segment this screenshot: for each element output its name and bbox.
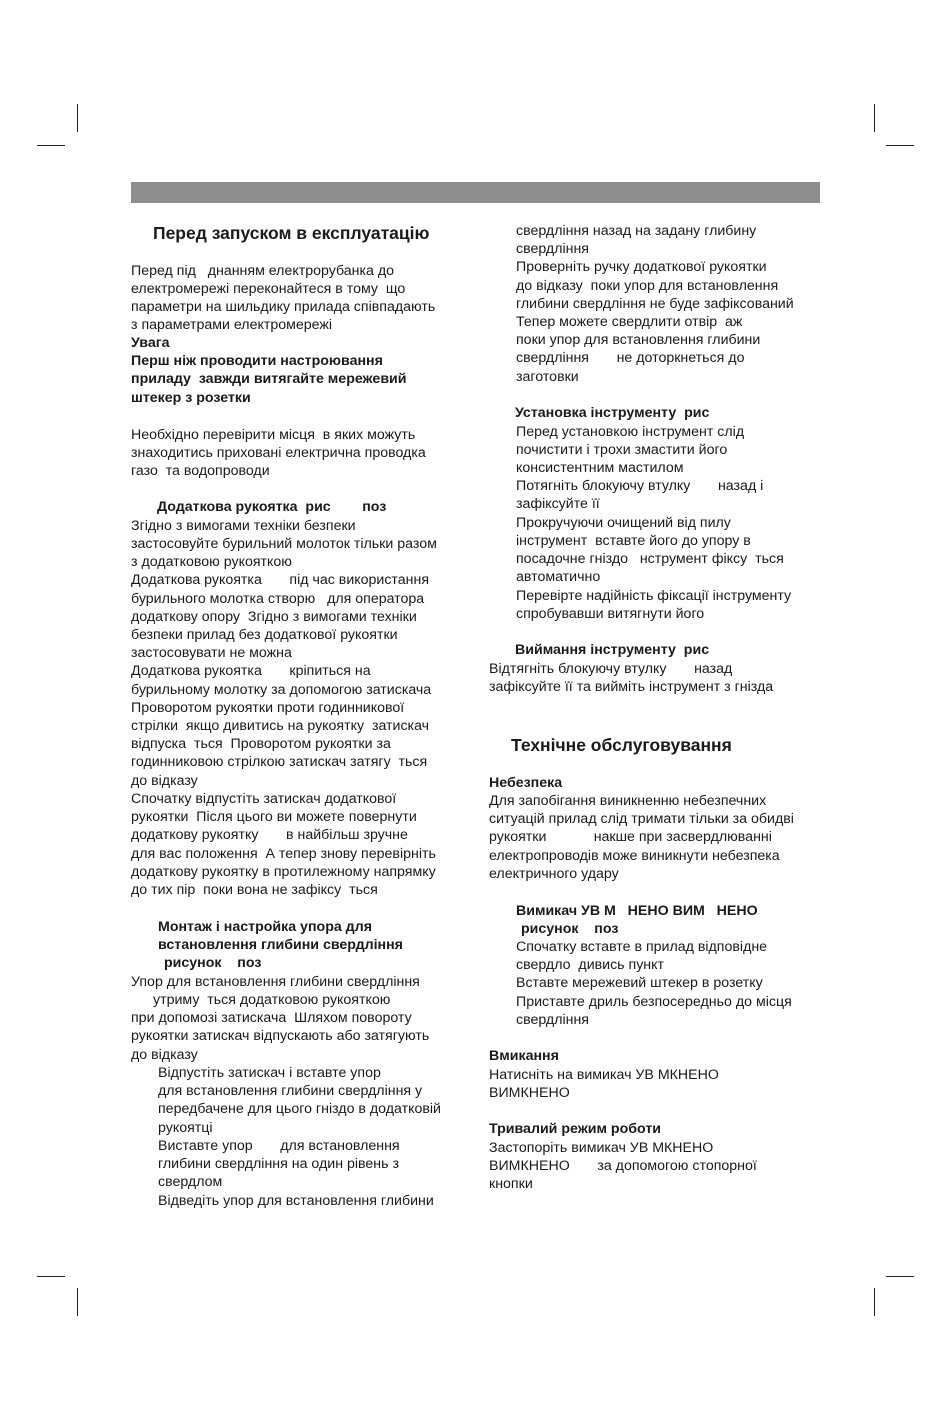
text-line: інструмент вставте його до упору в — [516, 533, 751, 549]
text-line: Згідно з вимогами техніки безпеки — [131, 518, 356, 534]
crop-mark — [37, 145, 65, 146]
section-heading: Перед запуском в експлуатацію — [153, 223, 430, 243]
text-line: Відведіть упор для встановлення глибини — [158, 1193, 434, 1209]
text-line: додаткову опору Згідно з вимогами техніки — [131, 609, 417, 625]
bold-text-line: Небезпека — [489, 775, 563, 791]
text-line: автоматично — [516, 569, 601, 585]
text-line: до відказу — [131, 1047, 198, 1063]
text-line: утриму ться додатковою рукояткою — [153, 992, 391, 1008]
header-bar — [131, 182, 820, 203]
text-line: почистити і трохи змастити його — [516, 442, 728, 458]
text-line: до відказу поки упор для встановлення — [516, 278, 779, 294]
text-line: свердління — [516, 241, 589, 257]
text-line: з додатковою рукояткою — [131, 554, 292, 570]
text-line: глибини свердління на один рівень з — [158, 1156, 399, 1172]
bold-text-line: Вимикач УВ М НЕНО ВИМ НЕНО — [516, 903, 758, 919]
bold-text-line: Виймання інструменту рис — [515, 642, 710, 658]
text-line: для встановлення глибини свердління у — [158, 1083, 423, 1099]
crop-mark — [886, 1276, 914, 1277]
text-line: Застопоріть вимикач УВ МКНЕНО — [489, 1140, 714, 1156]
text-line: зафіксуйте її — [516, 496, 600, 512]
bold-text-line: Вмикання — [489, 1048, 559, 1064]
bold-text-line: Увага — [131, 335, 170, 351]
text-line: Упор для встановлення глибини свердління — [131, 974, 420, 990]
text-line: рукоятки затискач відпускають або затягують — [131, 1028, 430, 1044]
text-line: свердління не доторкнеться до — [516, 350, 745, 366]
text-line: Для запобігання виникненню небезпечних — [489, 793, 767, 809]
text-line: Проворотом рукоятки проти годинникової — [131, 700, 405, 716]
text-line: Відтягніть блокуючу втулку назад — [489, 661, 733, 677]
crop-mark — [886, 145, 914, 146]
text-line: спробувавши витягнути його — [516, 606, 705, 622]
text-line: консистентним мастилом — [516, 460, 684, 476]
text-line: додаткову рукоятку в протилежному напрямку — [131, 864, 436, 880]
text-line: рукоятки накше при засвердлюванні — [489, 829, 772, 845]
text-line: глибини свердління не буде зафіксований — [516, 296, 794, 312]
text-line: газо та водопроводи — [131, 463, 270, 479]
text-line: відпуска ться Проворотом рукоятки за — [131, 736, 391, 752]
text-line: з параметрами електромережі — [131, 317, 333, 333]
text-line: Перед установкою інструмент слід — [516, 424, 745, 440]
text-line: бурильному молотку за допомогою затискача — [131, 682, 432, 698]
text-line: електромережі переконайтеся в тому що — [131, 281, 406, 297]
text-line: Потягніть блокуючу втулку назад і — [516, 478, 764, 494]
text-line: ВИМКНЕНО — [489, 1085, 570, 1101]
text-line: Необхідно перевірити місця в яких можуть — [131, 427, 416, 443]
text-line: Натисніть на вимикач УВ МКНЕНО — [489, 1067, 719, 1083]
bold-text-line: Перш ніж проводити настроювання — [131, 353, 383, 369]
text-line: кнопки — [489, 1176, 533, 1192]
bold-text-line: приладу завжди витягайте мережевий — [131, 371, 407, 387]
text-line: електропроводів може виникнути небезпека — [489, 848, 780, 864]
text-line: зафіксуйте її та вийміть інструмент з гнізда — [489, 679, 774, 695]
text-line: посадочне гніздо нструмент фіксу ться — [516, 551, 784, 567]
text-line: Спочатку відпустіть затискач додаткової — [131, 791, 397, 807]
bold-text-line: штекер з розетки — [131, 390, 251, 406]
crop-mark — [77, 104, 78, 132]
bold-text-line: Тривалий режим роботи — [489, 1121, 662, 1137]
section-heading: Технічне обслуговування — [511, 735, 732, 755]
text-line: стрілки якщо дивитись на рукоятку затискач — [131, 718, 430, 734]
text-line: свердління назад на задану глибину — [516, 223, 757, 239]
text-line: знаходитись приховані електрична проводка — [131, 445, 426, 461]
text-line: Приставте дриль безпосередньо до місця — [516, 994, 792, 1010]
bold-text-line: Додаткова рукоятка рис поз — [157, 499, 387, 515]
text-line: рукоятці — [158, 1120, 213, 1136]
bold-text-line: встановлення глибини свердління — [158, 937, 403, 953]
text-line: Додаткова рукоятка під час використання — [131, 572, 430, 588]
crop-mark — [77, 1288, 78, 1316]
text-line: для вас положення А тепер знову перевірніть — [131, 846, 436, 862]
text-line: електричного удару — [489, 866, 619, 882]
crop-mark — [874, 104, 875, 132]
text-line: свердлом — [158, 1174, 223, 1190]
crop-mark — [37, 1276, 65, 1277]
text-line: Виставте упор для встановлення — [158, 1138, 400, 1154]
text-line: свердло дивись пункт — [516, 957, 664, 973]
text-line: застосовуйте бурильний молоток тільки разом — [131, 536, 437, 552]
text-line: додаткову рукоятку в найбільш зручне — [131, 827, 408, 843]
text-line: до відказу — [131, 773, 198, 789]
text-line: Перед під днанням електрорубанка до — [131, 263, 395, 279]
text-line: ситуацій прилад слід тримати тільки за обидві — [489, 811, 794, 827]
text-line: Тепер можете свердлити отвір аж — [516, 314, 743, 330]
text-line: свердління — [516, 1012, 589, 1028]
text-line: застосовувати не можна — [131, 645, 292, 661]
text-line: параметри на шильдику прилада співпадають — [131, 299, 436, 315]
crop-mark — [874, 1288, 875, 1316]
text-line: Спочатку вставте в прилад відповідне — [516, 939, 768, 955]
text-line: рукоятки Після цього ви можете повернути — [131, 809, 417, 825]
text-line: при допомозі затискача Шляхом повороту — [131, 1010, 412, 1026]
text-line: Відпустіть затискач і вставте упор — [158, 1065, 381, 1081]
text-line: безпеки прилад без додаткової рукоятки — [131, 627, 398, 643]
text-line: Перевірте надійність фіксації інструменту — [516, 588, 792, 604]
text-line: бурильного молотка створю для оператора — [131, 591, 425, 607]
text-line: поки упор для встановлення глибини — [516, 332, 761, 348]
bold-text-line: рисунок поз — [521, 921, 619, 937]
text-line: передбачене для цього гніздо в додатковій — [158, 1101, 441, 1117]
text-line: заготовки — [516, 369, 579, 385]
text-line: Вставте мережевий штекер в розетку — [516, 975, 763, 991]
bold-text-line: Установка інструменту рис — [515, 405, 710, 421]
bold-text-line: рисунок поз — [164, 955, 262, 971]
bold-text-line: Монтаж і настройка упора для — [158, 919, 372, 935]
text-line: Додаткова рукоятка кріпиться на — [131, 663, 371, 679]
text-line: Проверніть ручку додаткової рукоятки — [516, 259, 767, 275]
text-line: Прокручуючи очищений від пилу — [516, 515, 731, 531]
text-line: годинниковою стрілкою затискач затягу ться — [131, 754, 428, 770]
text-line: ВИМКНЕНО за допомогою стопорної — [489, 1158, 757, 1174]
text-line: до тих пір поки вона не зафіксу ться — [131, 882, 378, 898]
